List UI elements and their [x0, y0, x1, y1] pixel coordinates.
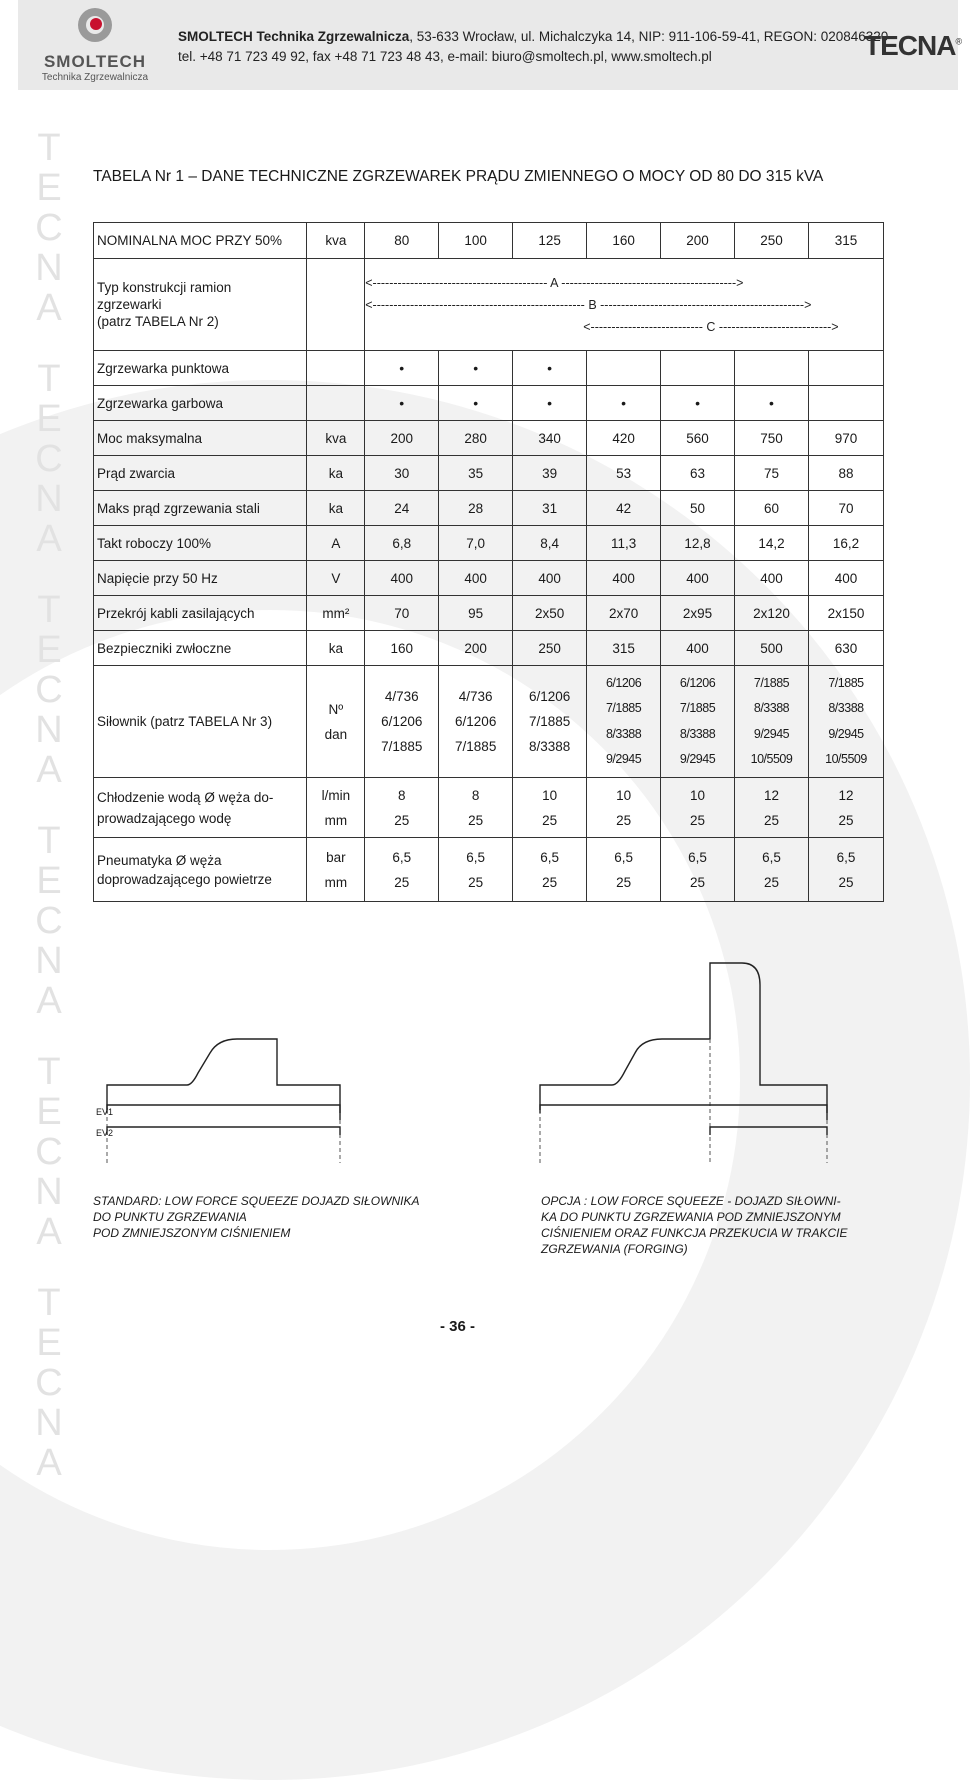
row-unit: ka	[307, 491, 365, 526]
left-pressure-curve	[107, 1039, 340, 1120]
watermark-letter: C	[35, 1362, 63, 1404]
table-cell: 400	[513, 561, 587, 596]
watermark-letter: E	[36, 1322, 62, 1364]
watermark-group	[34, 821, 64, 1021]
arrow-b: <--------------------------------------------------- B ------------------------------------------------->	[365, 297, 812, 312]
table-cell: •	[587, 386, 661, 421]
table-cell: 280	[439, 421, 513, 456]
watermark-letter: E	[36, 398, 62, 440]
arrow-a: <------------------------------------------ A ------------------------------------------>	[365, 275, 744, 290]
watermark-letter: E	[36, 860, 62, 902]
watermark-group	[34, 128, 64, 328]
ev1-signal	[107, 1105, 827, 1113]
table-cell: 560	[661, 421, 735, 456]
table-cell: 6,5 25	[735, 838, 809, 902]
table-cell: 70	[808, 491, 883, 526]
row-unit: l/min mm	[307, 778, 365, 838]
table-cell: 60	[735, 491, 809, 526]
watermark-letter: T	[37, 1051, 61, 1093]
row-label: Prąd zwarcia	[94, 456, 307, 491]
row-unit: Nº dan	[307, 666, 365, 778]
row-label: Typ konstrukcji ramion zgrzewarki (patrz TABELA Nr 2)	[94, 259, 307, 351]
watermark-letter: C	[35, 1131, 63, 1173]
right-pressure-curve	[540, 963, 827, 1120]
table-cell: 2x95	[661, 596, 735, 631]
table-cell: 400	[808, 561, 883, 596]
table-cell: •	[735, 386, 809, 421]
table-cell: 2x70	[587, 596, 661, 631]
table-cell: 31	[513, 491, 587, 526]
row-label: Siłownik (patrz TABELA Nr 3)	[94, 666, 307, 778]
table-cell: 70	[365, 596, 439, 631]
table-cell: •	[365, 386, 439, 421]
row-unit: kva	[307, 223, 365, 259]
table-cell: 6,5 25	[365, 838, 439, 902]
table-cell: 16,2	[808, 526, 883, 561]
pressure-timing-diagram	[92, 935, 882, 1170]
table-cell: 7,0	[439, 526, 513, 561]
table-cell: 95	[439, 596, 513, 631]
row-label: Napięcie przy 50 Hz	[94, 561, 307, 596]
technical-data-table	[93, 222, 884, 902]
watermark-letter: C	[35, 669, 63, 711]
caption-option: OPCJA : LOW FORCE SQUEEZE - DOJAZD SIŁOWNI- KA DO PUNKTU ZGRZEWANIA POD ZMNIEJSZONYM CIŚNIENIEM ORAZ FUNKCJA PRZEKUCIA W TRAKCIE ZGRZEWANIA (FORGING)	[541, 1194, 848, 1256]
table-cell: 6,5 25	[661, 838, 735, 902]
watermark-letter: N	[35, 247, 63, 289]
table-cell: 250	[513, 631, 587, 666]
table-cell: 630	[808, 631, 883, 666]
table-cell	[661, 351, 735, 386]
table-cell: •	[661, 386, 735, 421]
row-label: Maks prąd zgrzewania stali	[94, 491, 307, 526]
table-cell: 11,3	[587, 526, 661, 561]
table-cell: 12 25	[808, 778, 883, 838]
ev2-signal	[107, 1127, 827, 1135]
table-cell: 10 25	[661, 778, 735, 838]
row-label: Bezpieczniki zwłoczne	[94, 631, 307, 666]
watermark-letter: A	[36, 518, 62, 560]
table-cell: 6,5 25	[513, 838, 587, 902]
table-cell: 400	[365, 561, 439, 596]
table-cell: 35	[439, 456, 513, 491]
row-label: Zgrzewarka garbowa	[94, 386, 307, 421]
table-cell: 6,5 25	[587, 838, 661, 902]
table-cell: 100	[439, 223, 513, 259]
table-cell: 12,8	[661, 526, 735, 561]
table-row	[94, 526, 884, 561]
table-cell: 14,2	[735, 526, 809, 561]
row-unit: ka	[307, 456, 365, 491]
table-row	[94, 491, 884, 526]
row-label: Chłodzenie wodą Ø węża do- prowadzającego wodę	[94, 778, 307, 838]
row-unit: ka	[307, 631, 365, 666]
table-cell: 7/1885 8/3388 9/2945 10/5509	[808, 666, 883, 778]
table-row-spot	[94, 351, 884, 386]
table-row	[94, 421, 884, 456]
table-cell: 160	[365, 631, 439, 666]
row-label: Moc maksymalna	[94, 421, 307, 456]
watermark-letter: T	[37, 358, 61, 400]
watermark-letter: N	[35, 940, 63, 982]
watermark-letter: C	[35, 207, 63, 249]
table-cell: 50	[661, 491, 735, 526]
watermark-letter: E	[36, 167, 62, 209]
arrow-c: <--------------------------- C --------------------------->	[583, 319, 839, 334]
table-cell: 400	[661, 631, 735, 666]
table-cell: 2x150	[808, 596, 883, 631]
table-cell: 315	[587, 631, 661, 666]
table-cell: 4/736 6/1206 7/1885	[365, 666, 439, 778]
watermark-letter: T	[37, 820, 61, 862]
row-label: NOMINALNA MOC PRZY 50%	[94, 223, 307, 259]
table-cell: 400	[439, 561, 513, 596]
table-cell: 6,8	[365, 526, 439, 561]
row-unit: A	[307, 526, 365, 561]
table-cell: 6,5 25	[439, 838, 513, 902]
row-unit: V	[307, 561, 365, 596]
table-cell: 315	[808, 223, 883, 259]
watermark-group	[34, 590, 64, 790]
watermark-letter: N	[35, 709, 63, 751]
watermark-letter: N	[35, 1171, 63, 1213]
watermark-group	[34, 1283, 64, 1483]
table-cell: •	[513, 351, 587, 386]
row-unit: bar mm	[307, 838, 365, 902]
company-name: SMOLTECH Technika Zgrzewalnicza	[178, 29, 410, 44]
watermark-letter: A	[36, 980, 62, 1022]
watermark-letter: N	[35, 1402, 63, 1444]
table-cell: 12 25	[735, 778, 809, 838]
tecna-brand: TECNA®	[864, 30, 962, 61]
watermark-letter: T	[37, 1282, 61, 1324]
table-cell: 6/1206 7/1885 8/3388 9/2945	[587, 666, 661, 778]
construction-type-arrows	[365, 259, 884, 351]
table-cell: 2x120	[735, 596, 809, 631]
table-cell: 6,5 25	[808, 838, 883, 902]
company-info	[178, 27, 888, 67]
watermark-letter: T	[37, 589, 61, 631]
page-title: TABELA Nr 1 – DANE TECHNICZNE ZGRZEWAREK PRĄDU ZMIENNEGO O MOCY OD 80 DO 315 kVA	[93, 168, 824, 185]
watermark-letter: A	[36, 1211, 62, 1253]
row-label: Takt roboczy 100%	[94, 526, 307, 561]
table-cell: 2x50	[513, 596, 587, 631]
table-cell: 6/1206 7/1885 8/3388 9/2945	[661, 666, 735, 778]
table-row	[94, 456, 884, 491]
watermark-letter: A	[36, 749, 62, 791]
table-cell: 400	[587, 561, 661, 596]
logo-dot-icon	[90, 18, 102, 30]
watermark-letter: A	[36, 1442, 62, 1484]
table-cell: •	[439, 351, 513, 386]
table-row	[94, 631, 884, 666]
table-cell: 400	[735, 561, 809, 596]
table-cell	[808, 351, 883, 386]
table-cell: 6/1206 7/1885 8/3388	[513, 666, 587, 778]
table-cell: 160	[587, 223, 661, 259]
page-header	[18, 0, 962, 90]
row-label: Pneumatyka Ø węża doprowadzającego powietrze	[94, 838, 307, 902]
table-cell: 250	[735, 223, 809, 259]
table-cell: 30	[365, 456, 439, 491]
table-cell: 970	[808, 421, 883, 456]
table-row	[94, 561, 884, 596]
table-row-cooling	[94, 778, 884, 838]
watermark-letter: C	[35, 438, 63, 480]
table-cell: 8 25	[365, 778, 439, 838]
table-cell: 39	[513, 456, 587, 491]
watermark-letter: C	[35, 900, 63, 942]
table-row	[94, 596, 884, 631]
table-cell: 80	[365, 223, 439, 259]
page-number: - 36 -	[440, 1318, 476, 1335]
ev2-label: EV2	[96, 1128, 114, 1138]
table-cell: 340	[513, 421, 587, 456]
table-row-pneumatic	[94, 838, 884, 902]
ev1-label: EV1	[96, 1107, 114, 1117]
watermark-letter: E	[36, 629, 62, 671]
table-cell: 400	[661, 561, 735, 596]
watermark-letter: E	[36, 1091, 62, 1133]
logo-subtitle: Technika Zgrzewalnicza	[41, 72, 149, 83]
table-cell: 750	[735, 421, 809, 456]
table-cell: 10 25	[587, 778, 661, 838]
table-cell: 42	[587, 491, 661, 526]
table-cell: 7/1885 8/3388 9/2945 10/5509	[735, 666, 809, 778]
table-cell: 75	[735, 456, 809, 491]
table-cell	[587, 351, 661, 386]
watermark-group	[34, 359, 64, 559]
table-cell: 53	[587, 456, 661, 491]
row-label: Zgrzewarka punktowa	[94, 351, 307, 386]
table-cell: 200	[661, 223, 735, 259]
table-cell: 8,4	[513, 526, 587, 561]
table-row-nominal	[94, 223, 884, 259]
row-unit: kva	[307, 421, 365, 456]
table-cell	[735, 351, 809, 386]
table-cell: 63	[661, 456, 735, 491]
table-cell: 420	[587, 421, 661, 456]
table-cell: 4/736 6/1206 7/1885	[439, 666, 513, 778]
row-label: Przekrój kabli zasilających	[94, 596, 307, 631]
table-cell: •	[513, 386, 587, 421]
watermark-group	[34, 1052, 64, 1252]
table-cell: 28	[439, 491, 513, 526]
table-cell: •	[365, 351, 439, 386]
table-cell: 24	[365, 491, 439, 526]
logo-name: SMOLTECH	[43, 52, 147, 71]
table-cell: 200	[439, 631, 513, 666]
table-cell: 200	[365, 421, 439, 456]
tecna-watermark	[34, 128, 64, 1514]
table-cell: 8 25	[439, 778, 513, 838]
table-cell	[808, 386, 883, 421]
table-row-seam	[94, 386, 884, 421]
table-cell: 125	[513, 223, 587, 259]
table-cell: 500	[735, 631, 809, 666]
company-contact: tel. +48 71 723 49 92, fax +48 71 723 48 43, e-mail: biuro@smoltech.pl, www.smoltech.pl	[178, 49, 712, 64]
table-cell: 88	[808, 456, 883, 491]
company-address: , 53-633 Wrocław, ul. Michalczyka 14, NIP: 911-106-59-41, REGON: 020846320	[409, 29, 889, 44]
watermark-letter: N	[35, 478, 63, 520]
logo-circle-icon	[78, 8, 112, 42]
table-row-construction	[94, 259, 884, 351]
caption-standard: STANDARD: LOW FORCE SQUEEZE DOJAZD SIŁOWNIKA DO PUNKTU ZGRZEWANIA POD ZMNIEJSZONYM CIŚNIENIEM	[93, 1194, 420, 1240]
row-unit: mm²	[307, 596, 365, 631]
watermark-letter: T	[37, 127, 61, 169]
table-cell: •	[439, 386, 513, 421]
table-cell: 10 25	[513, 778, 587, 838]
smoltech-logo	[30, 6, 160, 86]
table-row-actuator	[94, 666, 884, 778]
watermark-letter: A	[36, 287, 62, 329]
